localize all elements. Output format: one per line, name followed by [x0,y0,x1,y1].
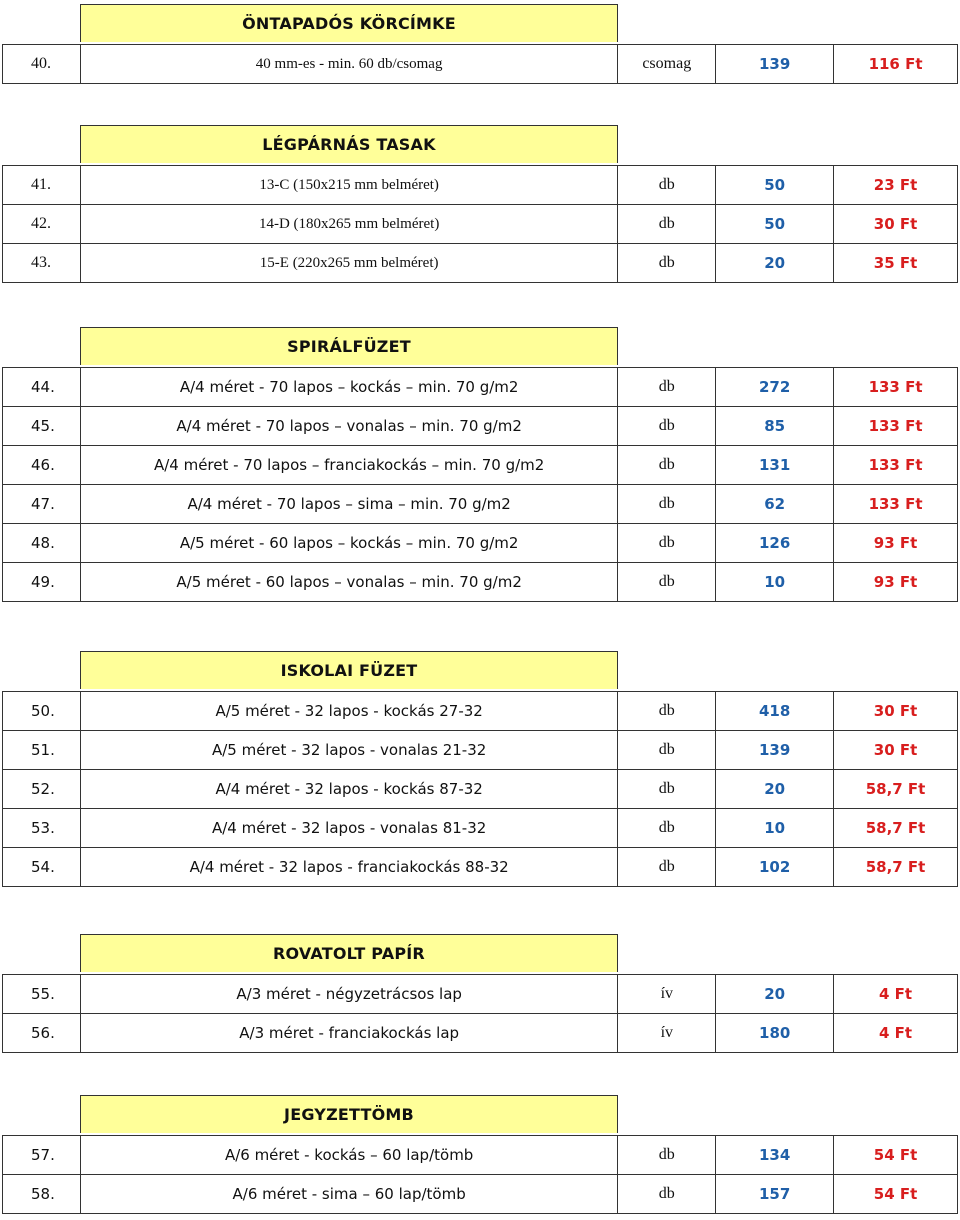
row-description: A/4 méret - 70 lapos – vonalas – min. 70 g/m2 [80,407,617,446]
row-quantity: 157 [716,1175,834,1214]
row-number: 47. [3,485,81,524]
table-row [3,848,958,887]
table-row [3,446,958,485]
table-row [3,166,958,205]
row-quantity: 180 [716,1014,834,1053]
row-price: 30 Ft [834,692,958,731]
row-description: A/4 méret - 70 lapos – sima – min. 70 g/m2 [80,485,617,524]
table-row [3,1175,958,1214]
row-description: A/3 méret - négyzetrácsos lap [80,975,617,1014]
row-unit: db [618,205,716,244]
section-table [2,1135,958,1214]
row-description: 15-E (220x265 mm belméret) [80,244,617,283]
table-row [3,563,958,602]
row-description: 40 mm-es - min. 60 db/csomag [80,45,617,84]
row-price: 35 Ft [834,244,958,283]
row-quantity: 418 [716,692,834,731]
row-price: 30 Ft [834,205,958,244]
row-description: A/4 méret - 70 lapos – franciakockás – min. 70 g/m2 [80,446,617,485]
row-unit: db [618,1175,716,1214]
row-number: 45. [3,407,81,446]
row-quantity: 139 [716,45,834,84]
section-title: SPIRÁLFÜZET [80,327,618,365]
row-description: A/6 méret - kockás – 60 lap/tömb [80,1136,617,1175]
row-number: 48. [3,524,81,563]
row-price: 54 Ft [834,1175,958,1214]
row-unit: csomag [618,45,716,84]
row-number: 52. [3,770,81,809]
row-number: 42. [3,205,81,244]
section-title: ROVATOLT PAPÍR [80,934,618,972]
row-description: A/5 méret - 32 lapos - vonalas 21-32 [80,731,617,770]
row-number: 40. [3,45,81,84]
section-title: ISKOLAI FÜZET [80,651,618,689]
row-price: 133 Ft [834,368,958,407]
row-quantity: 131 [716,446,834,485]
section-title: ÖNTAPADÓS KÖRCÍMKE [80,4,618,42]
table-row [3,205,958,244]
row-number: 49. [3,563,81,602]
row-price: 93 Ft [834,524,958,563]
row-quantity: 10 [716,563,834,602]
row-description: A/4 méret - 70 lapos – kockás – min. 70 g/m2 [80,368,617,407]
row-number: 50. [3,692,81,731]
row-unit: db [618,244,716,283]
section-table [2,165,958,283]
row-number: 55. [3,975,81,1014]
row-quantity: 272 [716,368,834,407]
row-price: 58,7 Ft [834,770,958,809]
section-table [2,691,958,887]
table-row [3,1014,958,1053]
row-unit: db [618,407,716,446]
row-quantity: 20 [716,770,834,809]
row-description: A/4 méret - 32 lapos - vonalas 81-32 [80,809,617,848]
row-quantity: 50 [716,205,834,244]
row-price: 54 Ft [834,1136,958,1175]
row-quantity: 102 [716,848,834,887]
row-unit: ív [618,1014,716,1053]
table-row [3,809,958,848]
table-row [3,485,958,524]
row-quantity: 20 [716,975,834,1014]
row-number: 58. [3,1175,81,1214]
section-title: LÉGPÁRNÁS TASAK [80,125,618,163]
row-quantity: 134 [716,1136,834,1175]
row-description: 14-D (180x265 mm belméret) [80,205,617,244]
row-unit: ív [618,975,716,1014]
row-description: A/5 méret - 32 lapos - kockás 27-32 [80,692,617,731]
table-row [3,1136,958,1175]
row-quantity: 10 [716,809,834,848]
row-price: 4 Ft [834,975,958,1014]
row-number: 41. [3,166,81,205]
row-unit: db [618,446,716,485]
row-quantity: 139 [716,731,834,770]
row-unit: db [618,485,716,524]
row-description: A/4 méret - 32 lapos - kockás 87-32 [80,770,617,809]
row-unit: db [618,368,716,407]
row-unit: db [618,524,716,563]
row-quantity: 126 [716,524,834,563]
row-unit: db [618,1136,716,1175]
row-number: 44. [3,368,81,407]
row-unit: db [618,166,716,205]
section-title: JEGYZETTÖMB [80,1095,618,1133]
row-description: A/3 méret - franciakockás lap [80,1014,617,1053]
row-number: 56. [3,1014,81,1053]
row-number: 46. [3,446,81,485]
row-price: 23 Ft [834,166,958,205]
row-unit: db [618,809,716,848]
row-unit: db [618,848,716,887]
row-price: 58,7 Ft [834,848,958,887]
row-description: A/6 méret - sima – 60 lap/tömb [80,1175,617,1214]
row-price: 4 Ft [834,1014,958,1053]
row-price: 30 Ft [834,731,958,770]
row-number: 54. [3,848,81,887]
row-number: 53. [3,809,81,848]
table-row [3,45,958,84]
row-quantity: 62 [716,485,834,524]
row-description: A/4 méret - 32 lapos - franciakockás 88-32 [80,848,617,887]
row-quantity: 50 [716,166,834,205]
table-row [3,407,958,446]
table-row [3,524,958,563]
row-price: 93 Ft [834,563,958,602]
table-row [3,975,958,1014]
row-price: 133 Ft [834,407,958,446]
row-number: 57. [3,1136,81,1175]
row-description: A/5 méret - 60 lapos – kockás – min. 70 g/m2 [80,524,617,563]
row-number: 51. [3,731,81,770]
table-row [3,770,958,809]
row-price: 133 Ft [834,446,958,485]
row-unit: db [618,731,716,770]
row-price: 116 Ft [834,45,958,84]
row-unit: db [618,692,716,731]
row-unit: db [618,770,716,809]
row-number: 43. [3,244,81,283]
section-table [2,367,958,602]
table-row [3,368,958,407]
section-table [2,44,958,84]
row-unit: db [618,563,716,602]
row-quantity: 20 [716,244,834,283]
row-quantity: 85 [716,407,834,446]
table-row [3,731,958,770]
table-row [3,244,958,283]
row-price: 58,7 Ft [834,809,958,848]
table-row [3,692,958,731]
section-table [2,974,958,1053]
row-price: 133 Ft [834,485,958,524]
row-description: 13-C (150x215 mm belméret) [80,166,617,205]
row-description: A/5 méret - 60 lapos – vonalas – min. 70 g/m2 [80,563,617,602]
